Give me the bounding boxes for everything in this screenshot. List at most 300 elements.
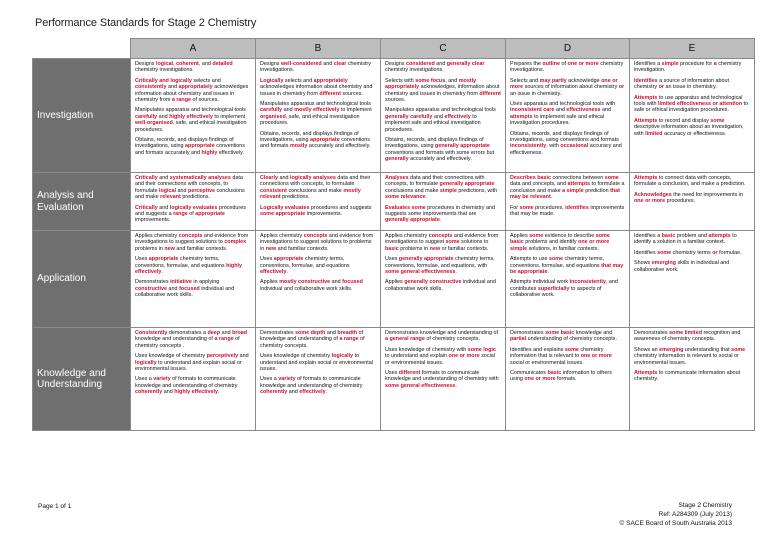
standard-descriptor — [510, 61, 625, 74]
criteria-row — [33, 328, 755, 431]
emphasis-text: one or more — [634, 198, 666, 205]
emphasis-text: generally carefully — [385, 113, 433, 120]
descriptor-text: . — [218, 389, 220, 396]
emphasis-text: one or more — [448, 353, 480, 360]
descriptor-text: Identifies a — [634, 233, 662, 239]
descriptor-text: Attempts to use — [510, 256, 549, 263]
descriptor-text: and — [325, 330, 338, 336]
standard-descriptor — [135, 78, 251, 104]
emphasis-text: some limited — [669, 330, 703, 336]
descriptor-text: Identifies — [634, 249, 658, 256]
descriptor-text: chemistry terms, conventions, formulae, and equations, with — [385, 256, 495, 269]
emphasis-text: logically — [331, 353, 354, 360]
descriptor-text: and — [157, 204, 170, 211]
standard-descriptor — [510, 256, 625, 275]
descriptor-text: formats to communicate knowledge and understanding of chemistry with — [385, 370, 499, 383]
standard-descriptor — [634, 175, 750, 188]
emphasis-text: highly effectively — [135, 262, 242, 276]
emphasis-text: a range — [339, 336, 359, 343]
emphasis-text: superficially — [537, 285, 570, 292]
descriptor-text: of sources. — [191, 97, 219, 104]
emphasis-text: occasional — [560, 143, 589, 150]
standard-descriptor — [510, 205, 625, 218]
emphasis-text: outline — [542, 61, 561, 67]
standard-cell-b — [256, 173, 381, 231]
descriptor-text: information to others using — [510, 370, 612, 383]
standard-cell-c — [381, 59, 506, 173]
descriptor-text: , and contributes — [510, 279, 618, 292]
emphasis-text: limited — [645, 130, 663, 137]
standard-descriptor — [634, 233, 750, 246]
descriptor-text: to implement safe and ethical investigation procedures. — [510, 113, 605, 127]
standard-descriptor — [634, 260, 750, 273]
emphasis-text: some — [710, 117, 725, 124]
descriptor-text: chemistry investigations. — [135, 67, 194, 74]
descriptor-text: and — [162, 389, 175, 396]
emphasis-text: simple — [661, 61, 679, 67]
descriptor-text: Manipulates apparatus and technological tools — [260, 101, 371, 108]
emphasis-text: different — [479, 90, 501, 97]
standard-descriptor — [385, 175, 501, 201]
emphasis-text: constructive — [135, 285, 168, 292]
descriptor-text: Prepares the — [510, 61, 543, 67]
emphasis-text: attempts — [567, 181, 591, 188]
descriptor-text: problems in — [398, 245, 430, 252]
standard-descriptor — [510, 78, 625, 97]
descriptor-text: Demonstrates — [634, 330, 670, 336]
emphasis-text: or — [658, 84, 664, 91]
descriptor-text: predictions, with — [456, 187, 498, 194]
emphasis-text: inconsistently — [510, 143, 547, 150]
standard-descriptor — [510, 330, 625, 343]
descriptor-text: recognition and awareness of chemistry concepts. — [634, 330, 741, 343]
descriptor-text: Uses — [135, 256, 149, 263]
emphasis-text: Logically evaluates — [260, 204, 310, 211]
emphasis-text: Acknowledges — [634, 191, 672, 198]
emphasis-text: logically analyses — [289, 175, 336, 181]
descriptor-text: evidence to describe — [543, 233, 596, 239]
emphasis-text: one or more — [510, 77, 618, 91]
emphasis-text: considered — [405, 61, 435, 67]
emphasis-text: a range — [214, 336, 234, 343]
standard-cell-e — [630, 59, 755, 173]
descriptor-text: to communicate information about chemistry. — [634, 370, 741, 383]
descriptor-text: and — [167, 285, 180, 292]
descriptor-text: Demonstrates knowledge and understanding of — [385, 330, 498, 336]
descriptor-text: problems in — [135, 245, 165, 252]
descriptor-text: Applies — [260, 279, 280, 286]
emphasis-text: limited effectiveness or attention — [657, 101, 743, 108]
standard-cell-e — [630, 231, 755, 328]
standard-cell-a — [131, 59, 256, 173]
standard-descriptor — [260, 376, 376, 395]
descriptor-text: . — [455, 382, 457, 389]
descriptor-text: and — [238, 353, 249, 360]
emphasis-text: partial — [510, 336, 527, 343]
descriptor-text: the need for improvements in — [671, 191, 744, 198]
standard-descriptor — [510, 175, 625, 201]
descriptor-text: Obtains, records, and displays findings of investigations, using — [260, 130, 359, 144]
grade-header-e: E — [630, 39, 755, 59]
descriptor-text: data and their connections with concepts, to formulate — [385, 175, 485, 188]
standard-descriptor — [385, 330, 501, 343]
descriptor-text: skills in individual and collaborative work. — [634, 260, 730, 273]
emphasis-text: mostly appropriately — [385, 77, 477, 91]
standard-descriptor — [260, 205, 376, 218]
descriptor-text: Applies chemistry — [135, 233, 179, 239]
standard-descriptor — [135, 330, 251, 349]
descriptor-text: of chemistry concepts . — [135, 336, 240, 349]
descriptor-text: procedures in chemistry and suggests some improvements that are — [385, 204, 495, 218]
descriptor-text: , and — [445, 77, 459, 84]
descriptor-text: procedures and suggests a — [135, 204, 246, 218]
emphasis-text: logical — [158, 187, 177, 194]
standard-descriptor — [385, 107, 501, 133]
descriptor-text: problem and — [675, 233, 709, 239]
emphasis-text: some relevance — [385, 194, 426, 201]
descriptor-text: connections between — [551, 175, 605, 181]
standard-descriptor — [135, 61, 251, 74]
standard-cell-c — [381, 173, 506, 231]
descriptor-text: formats. — [555, 376, 577, 383]
standard-cell-c — [381, 231, 506, 328]
emphasis-text: complex — [224, 239, 247, 246]
emphasis-text: some focus — [415, 77, 446, 84]
descriptor-text: and — [330, 279, 343, 286]
criteria-row — [33, 173, 755, 231]
descriptor-text: . — [325, 389, 328, 396]
descriptor-text: For — [510, 204, 520, 211]
emphasis-text: carefully — [260, 107, 283, 114]
standard-cell-a — [131, 231, 256, 328]
emphasis-text: highly effectively — [174, 389, 219, 396]
standard-descriptor — [135, 205, 251, 224]
descriptor-text: chemistry investigations. — [385, 67, 444, 74]
descriptor-text: conventions and formats accurately and — [135, 143, 245, 156]
descriptor-text: Identifies a — [634, 61, 662, 67]
emphasis-text: appropriate — [185, 143, 215, 150]
descriptor-text: . — [547, 269, 549, 276]
standard-descriptor — [260, 61, 376, 74]
emphasis-text: Attempts — [634, 370, 658, 377]
descriptor-text: procedures. — [665, 198, 696, 205]
descriptor-text: Uses knowledge of chemistry — [260, 353, 332, 360]
descriptor-text: and — [434, 61, 447, 67]
emphasis-text: coherent — [176, 61, 199, 67]
performance-standards-table — [32, 38, 755, 431]
criterion-label: Investigation — [33, 59, 131, 173]
standard-descriptor — [510, 131, 625, 157]
emphasis-text: some basic — [545, 330, 575, 336]
standard-descriptor — [260, 131, 376, 150]
emphasis-text: consistent — [260, 187, 287, 194]
standard-descriptor — [634, 370, 750, 383]
descriptor-text: and evidence from investigations to suggest — [385, 233, 499, 246]
emphasis-text: breadth — [337, 330, 358, 336]
descriptor-text: selects and — [191, 77, 221, 84]
standard-cell-e — [630, 173, 755, 231]
descriptor-text: conclusions and make — [385, 187, 440, 194]
standard-descriptor — [135, 376, 251, 395]
descriptor-text: to record and display — [657, 117, 711, 124]
standard-descriptor — [260, 78, 376, 97]
descriptor-text: chemistry information is relevant to social or environmental issues. — [634, 353, 739, 366]
emphasis-text: clear — [333, 61, 347, 67]
emphasis-text: generally — [385, 156, 409, 163]
emphasis-text: emerging — [651, 260, 676, 267]
descriptor-text: of chemistry concepts. — [424, 336, 480, 343]
standard-descriptor — [634, 78, 750, 91]
descriptor-text: accurately and effectively. — [307, 143, 371, 150]
emphasis-text: Critically and logically — [135, 77, 192, 84]
emphasis-text: new — [265, 245, 277, 252]
descriptor-text: , and — [198, 61, 213, 67]
emphasis-text: some — [548, 256, 564, 263]
emphasis-text: emerging — [659, 346, 684, 353]
standard-cell-b — [256, 328, 381, 431]
descriptor-text: . — [439, 217, 442, 224]
descriptor-text: understanding of chemistry concepts. — [526, 336, 617, 343]
emphasis-text: a simple — [562, 187, 584, 194]
descriptor-text: Obtains, records, and displays findings of investigations, using — [385, 137, 484, 150]
descriptor-text: and — [166, 84, 179, 91]
descriptor-text: accuracy or effectiveness. — [662, 130, 727, 137]
emphasis-text: Analyses — [385, 175, 409, 181]
descriptor-text: sources. — [385, 97, 406, 104]
standard-descriptor — [135, 175, 251, 201]
standard-descriptor — [135, 256, 251, 275]
emphasis-text: some logic — [467, 346, 496, 353]
emphasis-text: new — [429, 245, 441, 252]
emphasis-text: broad — [232, 330, 248, 336]
emphasis-text: different — [319, 90, 341, 97]
emphasis-text: may partly — [539, 77, 567, 84]
descriptor-text: to implement — [339, 107, 372, 114]
descriptor-text: selects and — [283, 77, 314, 84]
descriptor-text: chemistry terms — [671, 249, 713, 256]
emphasis-text: generally appropriate — [435, 143, 490, 150]
descriptor-text: , — [173, 61, 177, 67]
emphasis-text: concepts — [303, 233, 328, 239]
emphasis-text: Identifies — [634, 77, 658, 84]
standard-descriptor — [260, 330, 376, 349]
descriptor-text: Applies — [510, 233, 530, 239]
emphasis-text: basic — [547, 370, 562, 377]
standard-descriptor — [634, 250, 750, 256]
descriptor-text: Uses a — [135, 376, 154, 383]
emphasis-text: some appropriate — [260, 211, 306, 218]
emphasis-text: Attempts — [634, 175, 658, 181]
emphasis-text: a general range — [385, 336, 425, 343]
emphasis-text: or — [712, 249, 718, 256]
descriptor-text: procedures, — [533, 204, 566, 211]
descriptor-text: of formats to communicate knowledge and understanding of chemistry — [260, 376, 363, 389]
emphasis-text: appropriate — [273, 256, 304, 263]
descriptor-text: and — [432, 113, 445, 120]
emphasis-text: different — [398, 370, 421, 377]
page-title: Performance Standards for Stage 2 Chemistry — [35, 17, 257, 29]
emphasis-text: a — [713, 61, 717, 67]
descriptor-text: an issue in chemistry. — [663, 84, 717, 91]
descriptor-text: to use apparatus and technological tools with — [634, 94, 743, 108]
descriptor-text: knowledge and — [574, 330, 613, 336]
descriptor-text: of knowledge and understanding of — [260, 330, 364, 343]
standard-cell-b — [256, 59, 381, 173]
descriptor-text: Applies chemistry — [260, 233, 304, 239]
emphasis-text: some general effectiveness — [385, 382, 456, 389]
standard-descriptor — [510, 233, 625, 252]
emphasis-text: range — [173, 211, 188, 218]
emphasis-text: attempts — [510, 113, 533, 120]
descriptor-text: Obtains, records, and displays findings of investigations, using — [135, 137, 234, 150]
emphasis-text: some basic — [510, 233, 610, 246]
standard-descriptor — [510, 101, 625, 127]
standard-descriptor — [385, 233, 501, 252]
standard-descriptor — [634, 61, 750, 74]
grade-header-row — [33, 39, 755, 59]
descriptor-text: . — [161, 269, 163, 276]
emphasis-text: perceptive — [188, 187, 216, 194]
descriptor-text: Uses apparatus and technological tools with — [510, 101, 616, 108]
descriptor-text: and — [176, 187, 189, 194]
standard-descriptor — [634, 330, 750, 343]
descriptor-text: and evidence from investigations to suggest solutions to problems in — [260, 233, 374, 252]
descriptor-text: Identifies and explains — [510, 346, 565, 353]
emphasis-text: Critically — [135, 175, 158, 181]
descriptor-text: conclusions and make — [135, 187, 245, 201]
descriptor-text: an issue in chemistry. — [510, 90, 562, 97]
descriptor-text: chemistry terms, conventions, formulae, and equations — [260, 256, 350, 269]
descriptor-text: acknowledge — [566, 77, 602, 84]
standard-descriptor — [385, 347, 501, 366]
descriptor-text: Selects and — [510, 77, 540, 84]
standard-descriptor — [385, 137, 501, 163]
emphasis-text: some — [445, 239, 460, 246]
standard-descriptor — [634, 95, 750, 114]
descriptor-text: to aspects of collaborative work. — [510, 285, 602, 299]
emphasis-text: or — [618, 84, 625, 91]
emphasis-text: some — [731, 346, 746, 353]
descriptor-text: to understand and explain — [385, 353, 449, 360]
emphasis-text: generally appropriate — [398, 256, 454, 263]
descriptor-text: chemistry investigations. — [510, 61, 624, 74]
descriptor-text: to implement — [212, 113, 246, 120]
emphasis-text: Consistently — [135, 330, 168, 336]
descriptor-text: knowledge and understanding of — [135, 336, 215, 343]
descriptor-text: chemistry terms, conventions, formulae, and equations — [135, 256, 227, 269]
descriptor-text: and — [600, 107, 612, 114]
standard-descriptor — [135, 137, 251, 156]
emphasis-text: focused — [179, 285, 200, 292]
descriptor-text: Uses — [385, 370, 399, 377]
descriptor-text: data and their connections with concepts, to formulate — [260, 175, 371, 188]
descriptor-text: chemistry information that is relevant to — [510, 346, 604, 360]
descriptor-text: solutions, in familiar contexts. — [527, 245, 599, 252]
descriptor-text: of chemistry concepts. — [260, 336, 365, 349]
descriptor-text: and — [277, 175, 290, 181]
descriptor-text: Uses a — [260, 376, 279, 383]
descriptor-text: social or environmental issues. — [385, 353, 495, 366]
descriptor-text: conventions and formats with some errors but — [385, 149, 495, 156]
descriptor-text: chemistry investigations. — [260, 61, 371, 74]
emphasis-text: inconsistent care — [510, 107, 555, 114]
emphasis-text: one or more — [580, 353, 612, 360]
descriptor-text: Uses — [385, 256, 399, 263]
standard-descriptor — [634, 118, 750, 137]
descriptor-text: conventions and formats — [260, 137, 370, 150]
descriptor-text: Shows an — [634, 346, 660, 353]
emphasis-text: perceptively — [206, 353, 239, 360]
criterion-label: Application — [33, 231, 131, 328]
descriptor-text: conclusions and make — [286, 187, 344, 194]
standard-descriptor — [260, 353, 376, 372]
emphasis-text: effectively — [444, 113, 471, 120]
criteria-row — [33, 59, 755, 173]
emphasis-text: Describes basic — [510, 175, 552, 181]
descriptor-text: procedures and suggests — [309, 204, 372, 211]
descriptor-text: . — [425, 194, 427, 201]
descriptor-text: and — [220, 330, 233, 336]
standard-descriptor — [634, 347, 750, 366]
descriptor-text: solutions to — [459, 239, 489, 246]
descriptor-text: Designs — [385, 61, 406, 67]
descriptor-text: accurately and effectively. — [408, 156, 472, 163]
descriptor-text: acknowledges, information about chemistry and issues in chemistry from — [385, 84, 500, 97]
descriptor-text: formulae. — [717, 249, 742, 256]
emphasis-text: appropriately — [178, 84, 213, 91]
descriptor-text: Demonstrates — [510, 330, 546, 336]
descriptor-text: a source of information about chemistry — [634, 77, 729, 91]
emphasis-text: mostly — [289, 143, 308, 150]
emphasis-text: concepts — [178, 233, 203, 239]
descriptor-text: Designs — [260, 61, 281, 67]
descriptor-text: Selects with — [385, 77, 416, 84]
descriptor-text: , safe, and ethical investigation procedures. — [260, 113, 360, 127]
grade-header-d: D — [506, 39, 630, 59]
descriptor-text: improvements. — [305, 211, 343, 218]
standard-descriptor — [260, 233, 376, 252]
criterion-label: Knowledge and Understanding — [33, 328, 131, 431]
descriptor-text: or familiar contexts. — [440, 245, 489, 252]
emphasis-text: carefully — [135, 113, 158, 120]
emphasis-text: consistently — [135, 84, 167, 91]
emphasis-text: effectiveness — [566, 107, 601, 114]
standard-descriptor — [260, 279, 376, 292]
standard-cell-a — [131, 173, 256, 231]
standard-cell-c — [381, 328, 506, 431]
emphasis-text: some general effectiveness — [385, 269, 456, 276]
emphasis-text: Attempts — [634, 94, 658, 101]
descriptor-text: . — [286, 269, 288, 276]
descriptor-text: and evidence from investigations to suggest solutions to — [135, 233, 249, 246]
emphasis-text: attempts — [708, 233, 731, 239]
emphasis-text: systematically analyses — [169, 175, 231, 181]
emphasis-text: generally — [446, 61, 471, 67]
descriptor-text: sources of information about chemistry — [523, 84, 619, 91]
emphasis-text: that may be relevant — [510, 187, 620, 201]
descriptor-text: to implement safe and ethical investigation procedures. — [385, 113, 481, 133]
emphasis-text: effectively — [299, 389, 326, 396]
emphasis-text: mostly effectively — [294, 107, 340, 114]
descriptor-text: and — [157, 113, 170, 120]
grade-header-a: A — [131, 39, 256, 59]
standard-descriptor — [260, 256, 376, 275]
standard-descriptor — [135, 107, 251, 133]
descriptor-text: data and their connections with concepts, to formulate — [135, 175, 243, 194]
standard-descriptor — [385, 205, 501, 224]
standard-descriptor — [385, 61, 501, 74]
standard-descriptor — [260, 101, 376, 127]
